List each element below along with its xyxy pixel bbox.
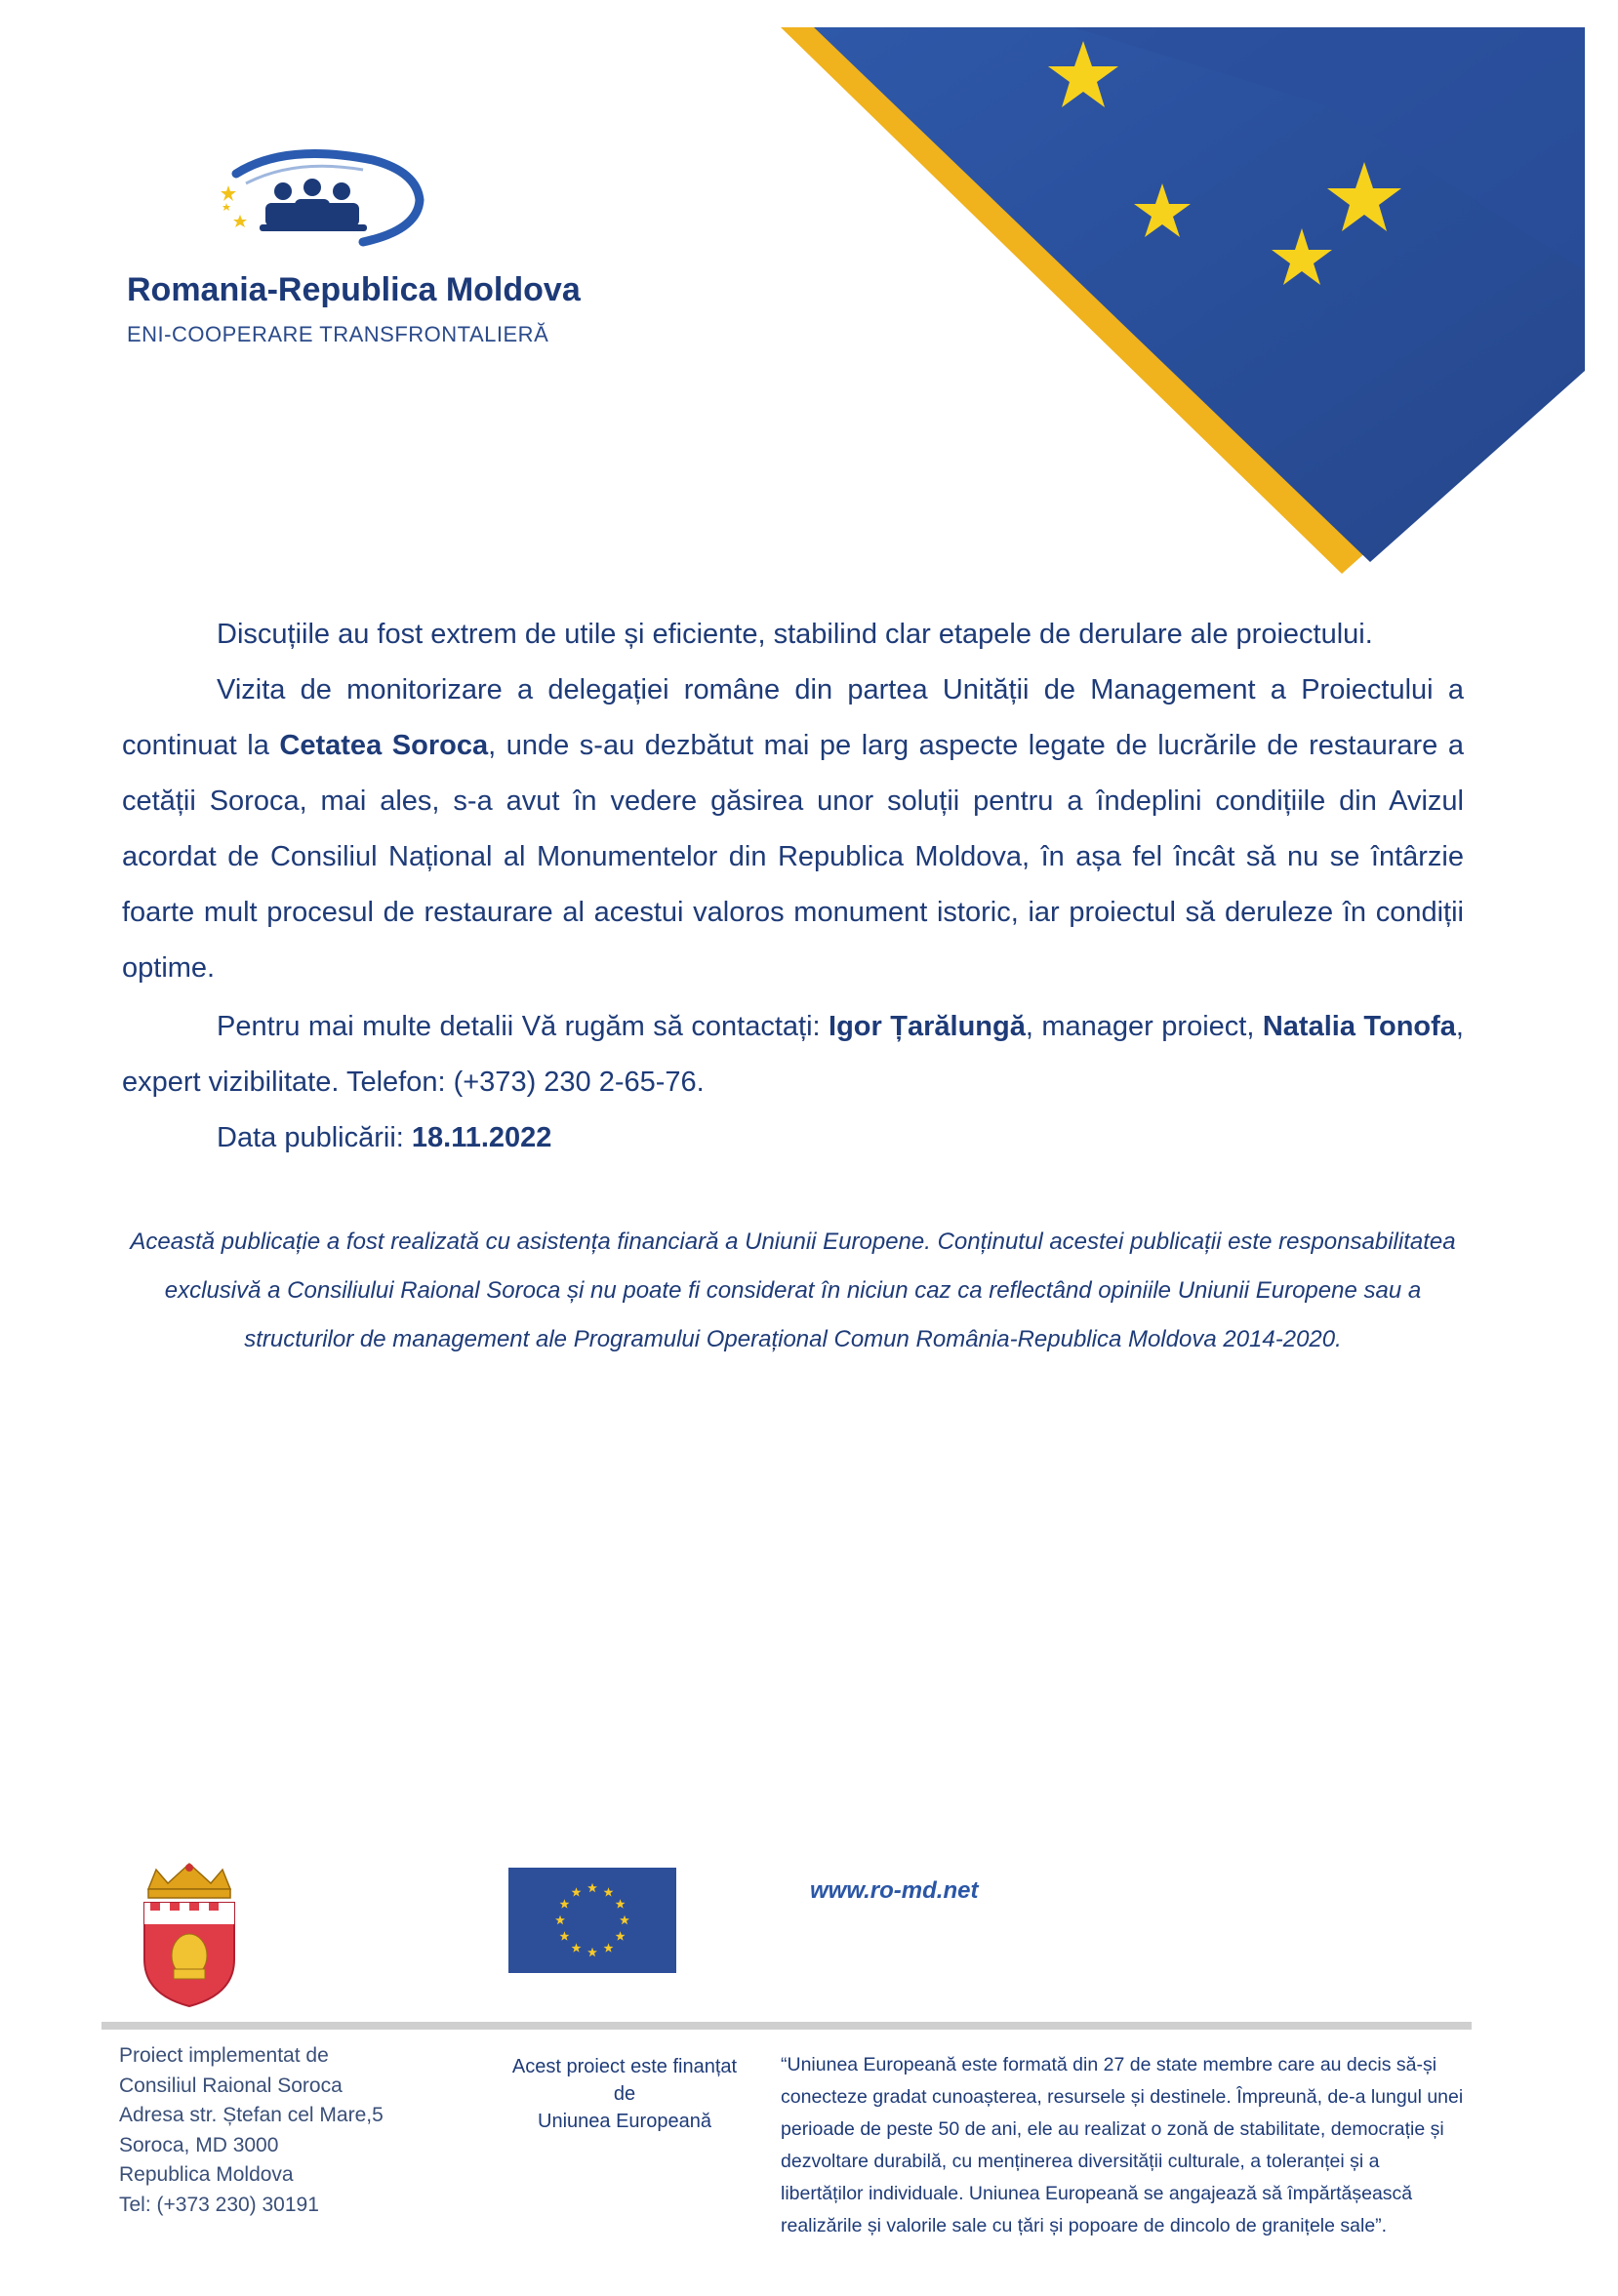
contact-name-1: Igor Țarălungă — [829, 1011, 1026, 1042]
paragraph-monitoring-visit — [122, 663, 1464, 996]
eu-flag-icon — [508, 1868, 676, 1973]
paragraph-text: Vizita de monitorizare a delegației române din partea Unității de Management a Proiectului a continuat la — [122, 674, 1464, 761]
funding-line: Acest proiect este finanțat — [511, 2056, 738, 2077]
programme-logo-icon — [217, 146, 431, 254]
implementer-line: Proiect implementat de — [119, 2044, 329, 2067]
implementer-line: Tel: (+373 230) 30191 — [119, 2193, 319, 2216]
funding-line: de — [613, 2083, 636, 2105]
logo-subtitle: ENI-COOPERARE TRANSFRONTALIERĂ — [127, 322, 549, 346]
paragraph-text: , unde s-au dezbătut mai pe larg aspecte legate de lucrările de restaurare a cetății Soroca, mai ales, s-a avut în vedere găsirea unor soluții pentru a îndeplini condițiile din Avizul acordat de Consiliul Național al Monumentelor din Republica Moldova, în așa fel încât să nu se întârzie foarte mult procesul de restaurare al acestui valoros monument istoric, iar proiectul să deruleze în condiții optime. — [122, 730, 1464, 984]
website-link[interactable]: www.ro-md.net — [810, 1877, 979, 1904]
contact-role-1: , manager proiect, — [1025, 1011, 1263, 1042]
eu-disclaimer: Această publicație a fost realizată cu asistența financiară a Uniunii Europene. Conținutul acestei publicații este responsabilitatea exclusivă a Consiliului Raional Soroca și nu poate fi considerat în niciun caz ca reflectând opiniile Uniunii Europene sau a structurilor de management ale Programului Operațional Comun România-Republica Moldova 2014-2020. — [130, 1229, 1456, 1352]
implementer-line: Consiliul Raional Soroca — [119, 2074, 343, 2097]
contact-details: , expert vizibilitate. Telefon: (+373) 230 2-65-76. — [122, 1011, 1464, 1098]
funding-info — [478, 2053, 771, 2135]
paragraph-text: Discuțiile au fost extrem de utile și eficiente, stabilind clar etapele de derulare ale proiectului. — [217, 619, 1373, 650]
eu-banner-decoration — [781, 27, 1585, 574]
paragraph-contact — [122, 999, 1464, 1110]
funding-line: Uniunea Europeană — [538, 2111, 711, 2132]
date-value: 18.11.2022 — [411, 1122, 552, 1153]
implementer-line: Republica Moldova — [119, 2163, 294, 2186]
implementer-line: Soroca, MD 3000 — [119, 2133, 279, 2156]
soroca-coat-of-arms-icon — [135, 1862, 244, 2008]
logo-title: Romania-Republica Moldova — [127, 271, 581, 308]
footer-divider — [101, 2022, 1472, 2030]
paragraph-discussions — [122, 607, 1464, 663]
contact-intro: Pentru mai multe detalii Vă rugăm să contactați: — [217, 1011, 829, 1042]
date-label: Data publicării: — [217, 1122, 412, 1153]
publication-date — [217, 1110, 1095, 1166]
place-name: Cetatea Soroca — [279, 730, 489, 761]
implementer-info — [119, 2041, 441, 2220]
contact-name-2: Natalia Tonofa — [1262, 1011, 1456, 1042]
eu-quote: “Uniunea Europeană este formată din 27 de state membre care au decis să-și conecteze gradat cunoașterea, resursele și destinele. Împreună, de-a lungul unei perioade de peste 50 de ani, ele au realizat o zonă de stabilitate, democrație și dezvoltare durabilă, cu menținerea diversității culturale, a toleranței și a libertăților individuale. Uniunea Europeană se angajează să împărtășească realizările și valorile sale cu țări și popoare de dincolo de granițele sale”. — [781, 2054, 1464, 2236]
implementer-line: Adresa str. Ștefan cel Mare,5 — [119, 2104, 384, 2126]
